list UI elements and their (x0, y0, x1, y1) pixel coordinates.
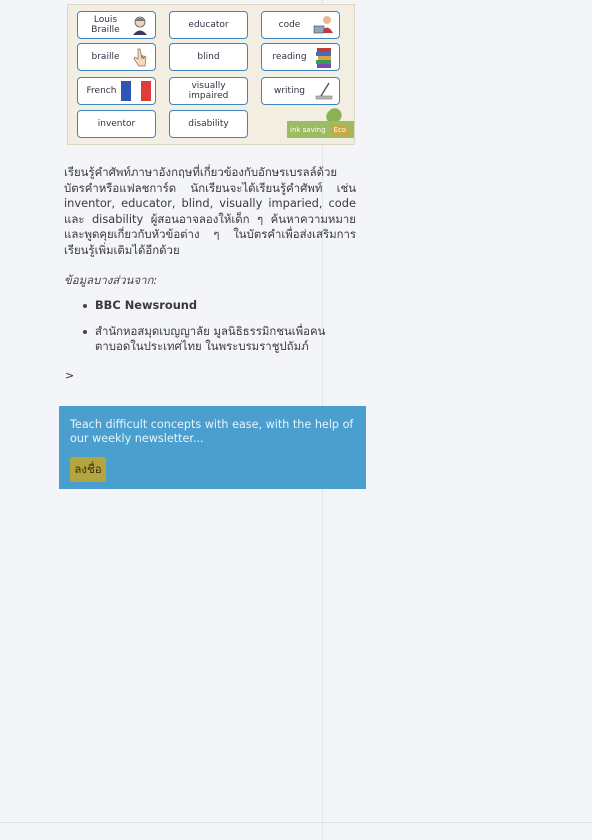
flashcard-inventor (77, 110, 156, 138)
bullet-icon (83, 330, 87, 334)
signup-button[interactable]: ลงชื่อ (70, 457, 106, 482)
newsletter-text: Teach difficult concepts with ease, with the help of our weekly newsletter... (70, 418, 354, 446)
sources-list (64, 298, 354, 365)
books-icon (313, 47, 335, 67)
flashcard-blind (169, 43, 248, 71)
eco-badge-text: ink saving (290, 125, 326, 134)
computer-user-icon (313, 15, 335, 35)
flashcard-writing (261, 77, 340, 105)
resource-description: เรียนรู้คำศัพท์ภาษาอังกฤษที่เกี่ยวข้องกับอักษรเบรลล์ด้วยบัตรคำหรือแฟลชการ์ด นักเรียนจะได้เรียนรู้คำศัพท์ เช่น inventor, educator, blind, visually imparied, code และ disability ผู้สอนอาจลองให้เด็ก ๆ ค้นหาความหมายและพูดคุยเกี่ยวกับหัวข้อต่าง ๆ ในบัตรคำเพื่อส่งเสริมการเรียนรู้เพิ่มเติมได้อีกด้วย (64, 165, 356, 257)
flashcard-label: code (278, 20, 301, 30)
page-bottom-edge (0, 822, 592, 823)
source-text: BBC Newsround (95, 298, 198, 312)
flashcard-french (77, 77, 156, 105)
sources-heading: ข้อมูลบางส่วนจาก: (64, 273, 158, 287)
hand-icon (129, 47, 151, 67)
chevron-right-icon[interactable]: > (65, 369, 75, 382)
flashcard-label: French (86, 86, 117, 96)
eco-badge-tag: Eco (331, 125, 350, 135)
flashcard-louis-braille (77, 11, 156, 39)
eco-badge (287, 121, 354, 138)
stylus-icon (313, 81, 335, 101)
flashcard-label: visually impaired (188, 81, 229, 101)
flashcard-visually-impaired (169, 77, 248, 105)
list-item (64, 298, 354, 314)
flashcard-braille (77, 43, 156, 71)
flashcard-label: blind (197, 52, 220, 62)
flashcard-label: braille (91, 52, 120, 62)
newsletter-banner (59, 406, 366, 489)
flashcard-code (261, 11, 340, 39)
flashcard-label: inventor (97, 119, 136, 129)
bullet-icon (83, 304, 87, 308)
source-text: สำนักหอสมุดเบญญาลัย มูลนิธิธรรมิกชนเพื่อคนตาบอดในประเทศไทย ในพระบรมราชูปถัมภ์ (95, 323, 326, 353)
flashcard-label: disability (188, 119, 229, 129)
flashcard-reading (261, 43, 340, 71)
flashcard-label: writing (273, 86, 305, 96)
list-item (64, 324, 354, 355)
flashcard-label: reading (272, 52, 307, 62)
flashcard-educator (169, 11, 248, 39)
french-flag-icon (121, 81, 151, 101)
flashcard-label: Louis Braille (91, 15, 120, 35)
flashcard-disability (169, 110, 248, 138)
flashcard-label: educator (188, 20, 229, 30)
portrait-icon (129, 15, 151, 35)
